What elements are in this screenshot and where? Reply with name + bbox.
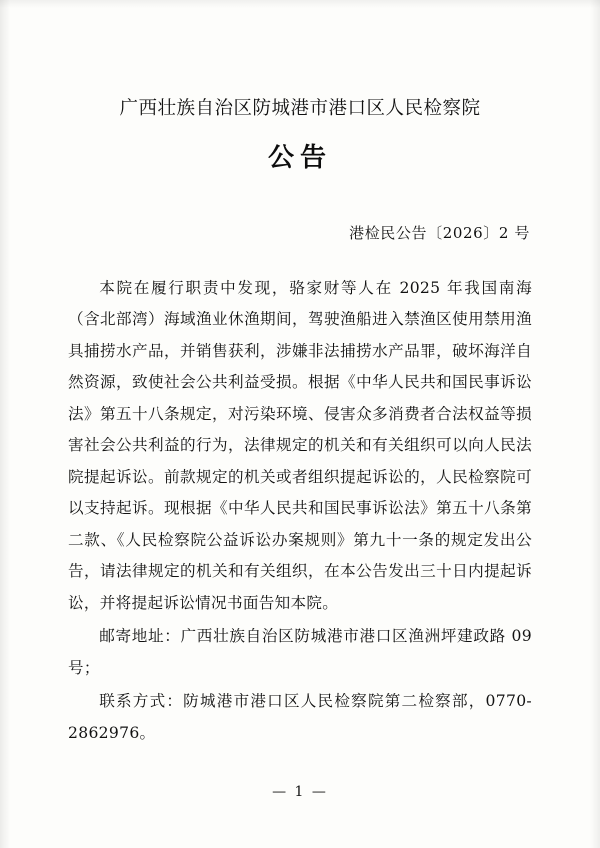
document-subtitle: 公告 xyxy=(267,142,332,173)
body-paragraph: 联系方式：防城港市港口区人民检察院第二检察部，0770-2862976。 xyxy=(68,692,532,742)
body-paragraph: 邮寄地址：广西壮族自治区防城港市港口区渔洲坪建政路 09 号； xyxy=(68,627,532,677)
document-number: 港检民公告〔2026〕2 号 xyxy=(349,223,530,242)
body-paragraph: 本院在履行职责中发现，骆家财等人在 2025 年我国南海（含北部湾）海域渔业休渔期间，驾驶渔船进入禁渔区使用禁用渔具捕捞水产品，并销售获利，涉嫌非法捕捞水产品罪，破坏海洋自然资源，致使社会公共利益受损。根据《中华人民共和国民事诉讼法》第五十八条规定，对污染环境、侵害众多消费者合法权益等损害社会公共利益的行为，法律规定的机关和有关组织可以向人民法院提起诉讼。前款规定的机关或者组织提起诉讼的，人民检察院可以支持起诉。现根据《中华人民共和国民事诉讼法》第五十八条第二款、《人民检察院公益诉讼办案规则》第九十一条的规定发出公告，请法律规定的机关和有关组织，在本公告发出三十日内提起诉讼，并将提起诉讼情况书面告知本院。 xyxy=(68,278,532,612)
document-body xyxy=(68,273,532,749)
page-title: 广西壮族自治区防城港市港口区人民检察院 xyxy=(119,98,481,119)
page-number: — 1 — xyxy=(272,784,328,800)
